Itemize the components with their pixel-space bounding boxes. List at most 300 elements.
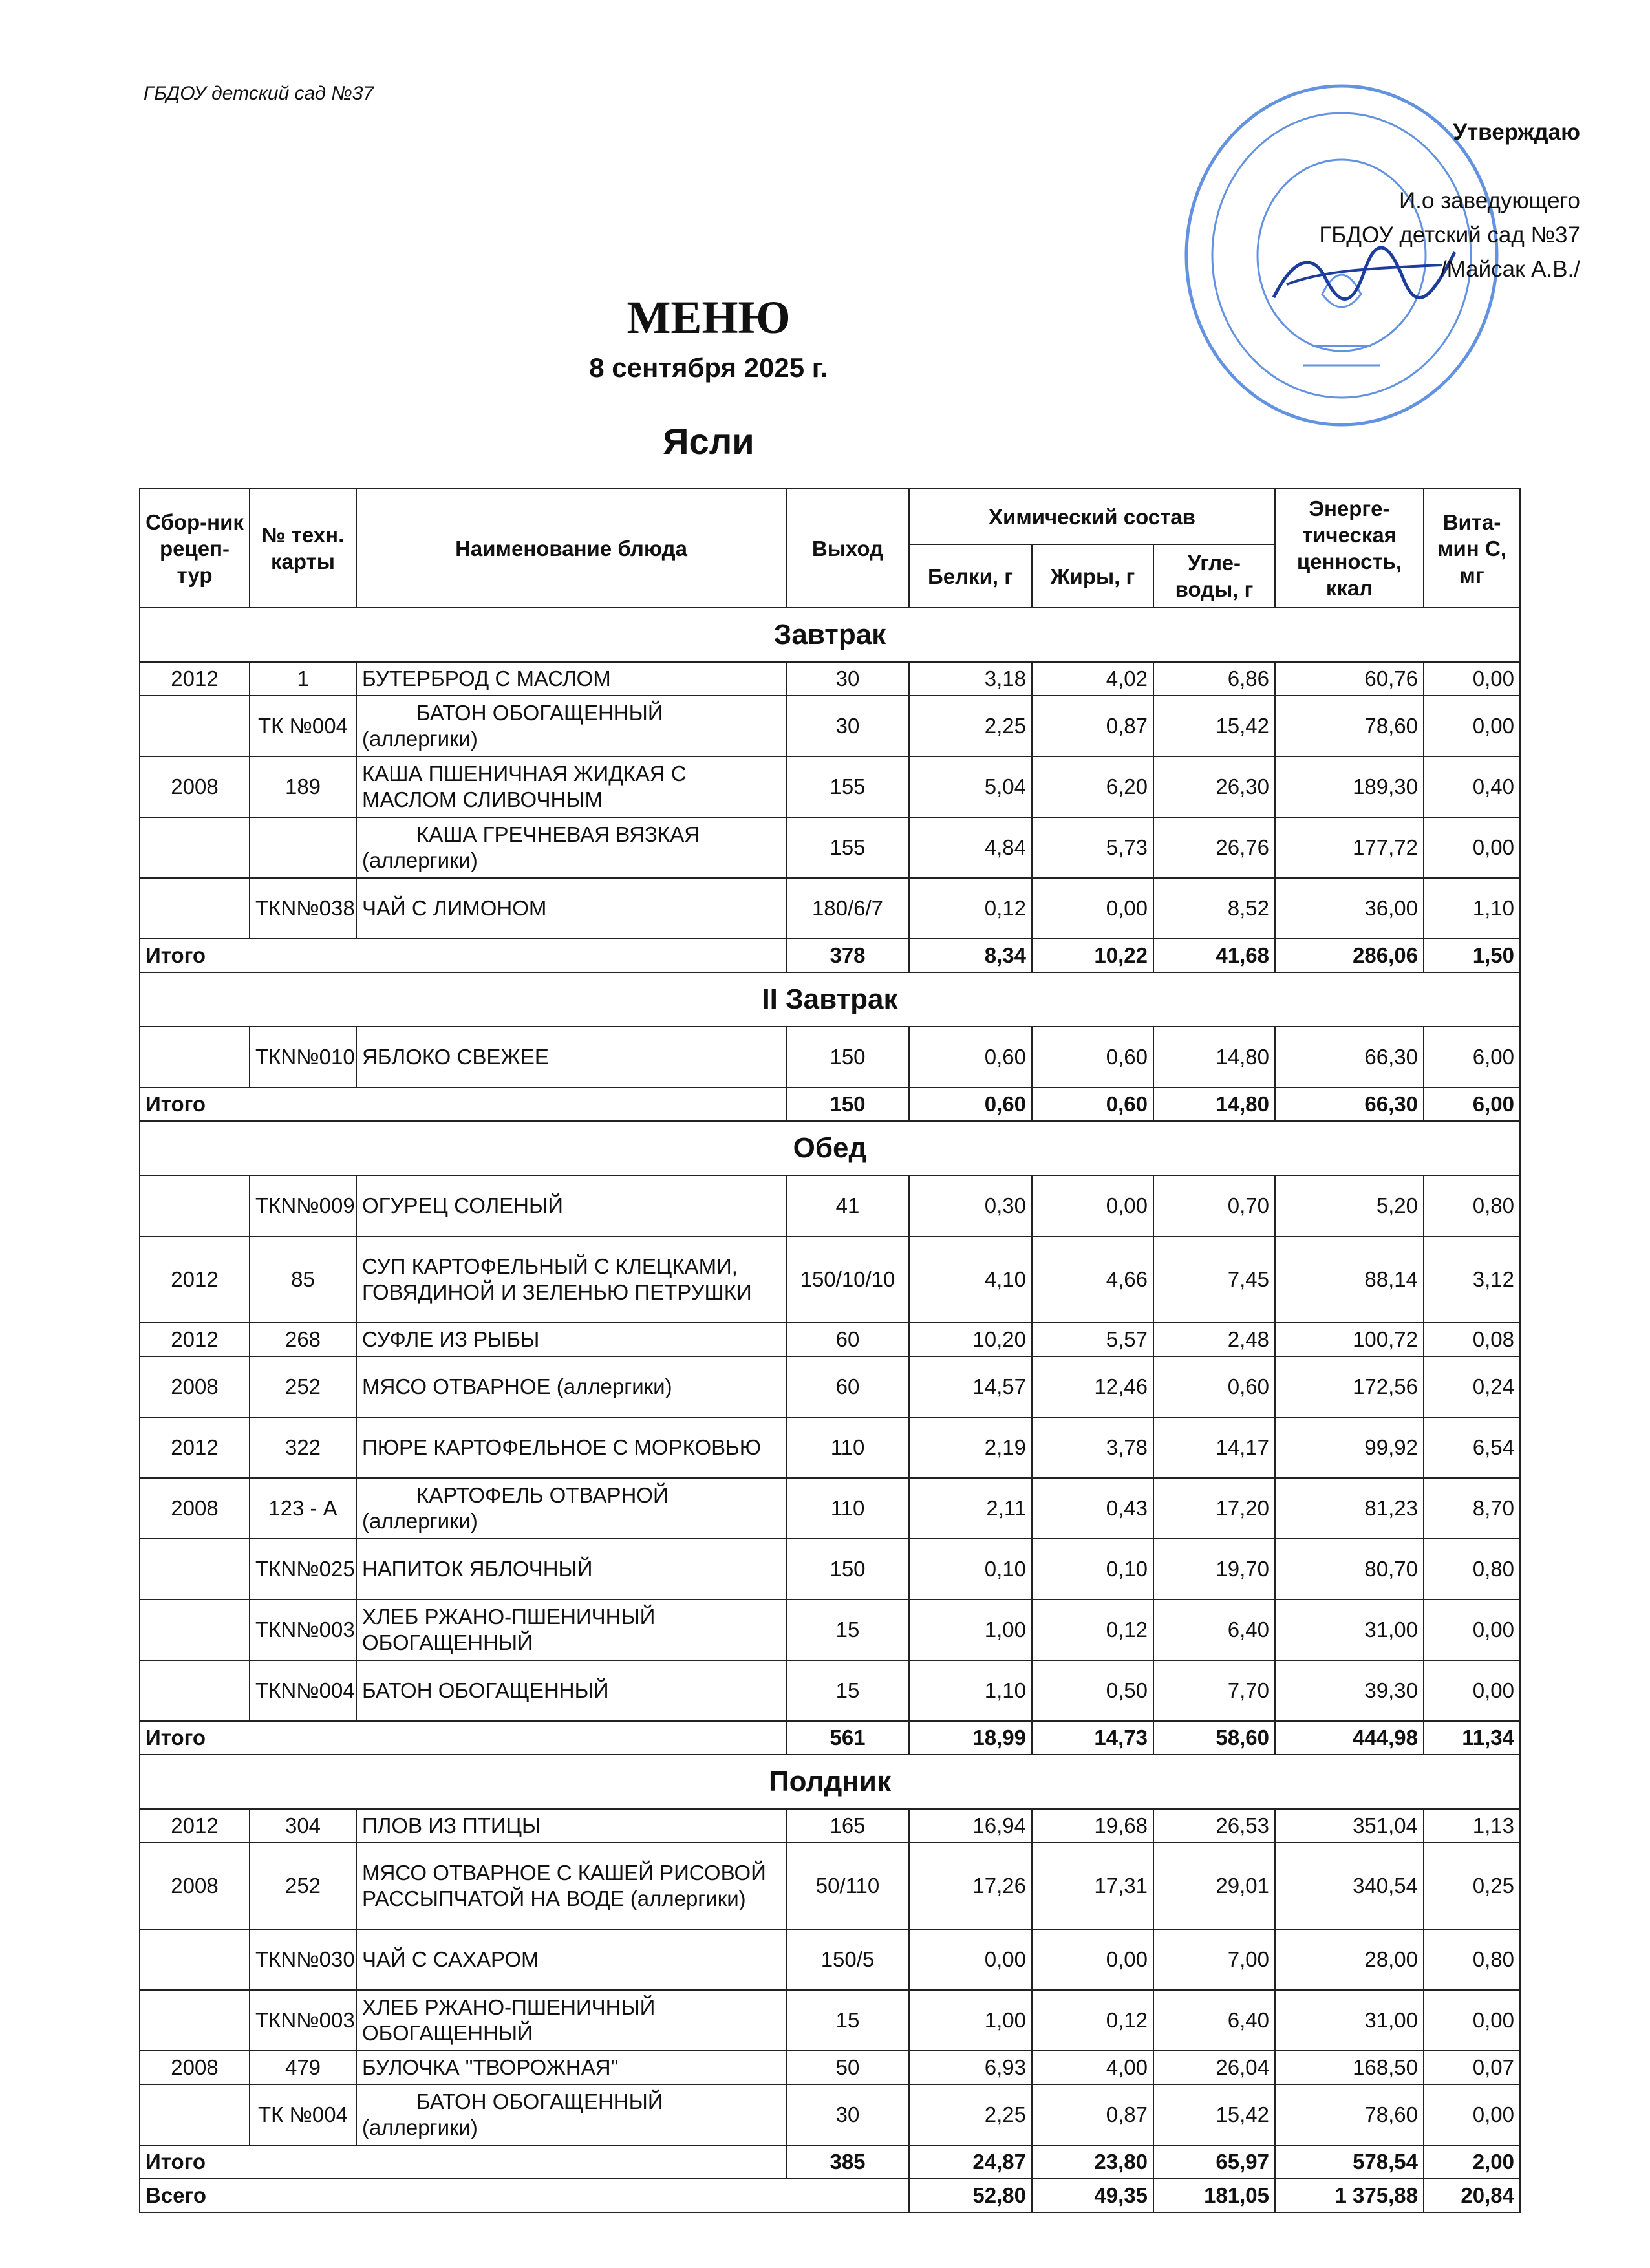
menu-table <box>139 488 1521 2213</box>
collection-cell <box>140 1027 250 1087</box>
carbs-cell: 26,30 <box>1153 756 1275 817</box>
collection-cell: 2008 <box>140 1843 250 1929</box>
protein-cell: 2,11 <box>909 1478 1032 1539</box>
table-row <box>140 1539 1520 1599</box>
table-row <box>140 1027 1520 1087</box>
energy-cell: 351,04 <box>1275 1809 1424 1843</box>
table-row <box>140 2051 1520 2084</box>
protein-cell: 0,12 <box>909 878 1032 939</box>
section-header <box>140 608 1520 662</box>
grand-total-label: Всего <box>140 2179 909 2212</box>
grand-total-protein: 52,80 <box>909 2179 1032 2212</box>
dish-name: ОГУРЕЦ СОЛЕНЫЙ <box>362 1193 563 1217</box>
portion-cell: 60 <box>786 1323 909 1356</box>
dish-name-cell <box>356 2084 786 2145</box>
energy-cell: 100,72 <box>1275 1323 1424 1356</box>
energy-cell: 99,92 <box>1275 1417 1424 1478</box>
section-header <box>140 1755 1520 1809</box>
total-energy: 578,54 <box>1275 2145 1424 2179</box>
protein-cell: 1,00 <box>909 1990 1032 2051</box>
approval-block <box>1319 115 1580 286</box>
dish-name: НАПИТОК ЯБЛОЧНЫЙ <box>362 1557 593 1581</box>
collection-cell: 2012 <box>140 1323 250 1356</box>
collection-cell: 2012 <box>140 1809 250 1843</box>
vitamin-cell: 3,12 <box>1424 1236 1520 1323</box>
menu-body <box>140 608 1520 2212</box>
tech-card-cell: 189 <box>250 756 356 817</box>
protein-cell: 4,84 <box>909 817 1032 878</box>
fat-cell: 0,00 <box>1032 1929 1153 1990</box>
table-row <box>140 662 1520 696</box>
dish-name-cell <box>356 1417 786 1478</box>
header-carbs: Угле-воды, г <box>1153 544 1275 608</box>
approval-person: /Майсак А.В./ <box>1440 257 1580 282</box>
dish-name-cell <box>356 662 786 696</box>
dish-name-cell <box>356 1323 786 1356</box>
dish-name: ЧАЙ С САХАРОМ <box>362 1947 539 1971</box>
table-row <box>140 1929 1520 1990</box>
total-label: Итого <box>140 2145 786 2179</box>
tech-card-cell: ТК №004 <box>250 2084 356 2145</box>
total-vitamin: 2,00 <box>1424 2145 1520 2179</box>
tech-card-cell: 322 <box>250 1417 356 1478</box>
protein-cell: 2,25 <box>909 696 1032 756</box>
dish-name-cell <box>356 756 786 817</box>
table-row <box>140 2084 1520 2145</box>
fat-cell: 4,66 <box>1032 1236 1153 1323</box>
vitamin-cell: 1,13 <box>1424 1809 1520 1843</box>
table-row <box>140 1809 1520 1843</box>
collection-cell: 2008 <box>140 2051 250 2084</box>
dish-name: КАША ГРЕЧНЕВАЯ ВЯЗКАЯ <box>416 822 700 846</box>
grand-total-energy: 1 375,88 <box>1275 2179 1424 2212</box>
tech-card-cell: 479 <box>250 2051 356 2084</box>
portion-cell: 30 <box>786 662 909 696</box>
protein-cell: 16,94 <box>909 1809 1032 1843</box>
header-portion: Выход <box>786 489 909 608</box>
fat-cell: 6,20 <box>1032 756 1153 817</box>
menu-date: 8 сентября 2025 г. <box>589 352 828 383</box>
section-title: II Завтрак <box>140 972 1520 1027</box>
dish-name: СУФЛЕ ИЗ РЫБЫ <box>362 1327 540 1351</box>
dish-name: БАТОН ОБОГАЩЕННЫЙ <box>362 1678 609 1702</box>
total-portion: 385 <box>786 2145 909 2179</box>
carbs-cell: 0,70 <box>1153 1175 1275 1236</box>
dish-name: МЯСО ОТВАРНОЕ С КАШЕЙ РИСОВОЙ РАССЫПЧАТОЙ НА ВОДЕ (аллергики) <box>362 1861 766 1910</box>
carbs-cell: 14,17 <box>1153 1417 1275 1478</box>
header-collection: Сбор-ник рецеп-тур <box>140 489 250 608</box>
fat-cell: 17,31 <box>1032 1843 1153 1929</box>
carbs-cell: 14,80 <box>1153 1027 1275 1087</box>
portion-cell: 60 <box>786 1356 909 1417</box>
energy-cell: 28,00 <box>1275 1929 1424 1990</box>
portion-cell: 155 <box>786 756 909 817</box>
dish-name: ЯБЛОКО СВЕЖЕЕ <box>362 1045 549 1069</box>
total-portion: 150 <box>786 1087 909 1121</box>
vitamin-cell: 0,00 <box>1424 696 1520 756</box>
table-row <box>140 1990 1520 2051</box>
header-chem: Химический состав <box>909 489 1275 544</box>
table-row <box>140 1599 1520 1660</box>
collection-cell: 2008 <box>140 756 250 817</box>
fat-cell: 0,43 <box>1032 1478 1153 1539</box>
tech-card-cell: ТКN№003 <box>250 1599 356 1660</box>
dish-name: КАША ПШЕНИЧНАЯ ЖИДКАЯ С МАСЛОМ СЛИВОЧНЫМ <box>362 762 687 811</box>
portion-cell: 110 <box>786 1417 909 1478</box>
section-title: Обед <box>140 1121 1520 1175</box>
table-row <box>140 756 1520 817</box>
carbs-cell: 26,76 <box>1153 817 1275 878</box>
protein-cell: 0,10 <box>909 1539 1032 1599</box>
tech-card-cell: ТКN№010 <box>250 1027 356 1087</box>
tech-card-cell: ТК №004 <box>250 696 356 756</box>
vitamin-cell: 6,54 <box>1424 1417 1520 1478</box>
dish-name: СУП КАРТОФЕЛЬНЫЙ С КЛЕЦКАМИ, ГОВЯДИНОЙ И ЗЕЛЕНЬЮ ПЕТРУШКИ <box>362 1254 752 1304</box>
table-row <box>140 1356 1520 1417</box>
total-label: Итого <box>140 1087 786 1121</box>
dish-note: (аллергики) <box>362 727 478 751</box>
portion-cell: 180/6/7 <box>786 878 909 939</box>
carbs-cell: 15,42 <box>1153 2084 1275 2145</box>
table-row <box>140 1843 1520 1929</box>
portion-cell: 155 <box>786 817 909 878</box>
vitamin-cell: 0,00 <box>1424 2084 1520 2145</box>
carbs-cell: 19,70 <box>1153 1539 1275 1599</box>
vitamin-cell: 0,00 <box>1424 1660 1520 1721</box>
total-portion: 378 <box>786 939 909 972</box>
header-dish-name: Наименование блюда <box>356 489 786 608</box>
protein-cell: 0,00 <box>909 1929 1032 1990</box>
fat-cell: 4,00 <box>1032 2051 1153 2084</box>
dish-name-cell <box>356 1539 786 1599</box>
group-name: Ясли <box>663 421 755 462</box>
fat-cell: 0,12 <box>1032 1599 1153 1660</box>
carbs-cell: 6,86 <box>1153 662 1275 696</box>
dish-name-cell <box>356 1356 786 1417</box>
grand-total-vitamin: 20,84 <box>1424 2179 1520 2212</box>
portion-cell: 150/10/10 <box>786 1236 909 1323</box>
header-tech-card: № техн. карты <box>250 489 356 608</box>
dish-name-cell <box>356 1027 786 1087</box>
energy-cell: 189,30 <box>1275 756 1424 817</box>
protein-cell: 3,18 <box>909 662 1032 696</box>
collection-cell <box>140 878 250 939</box>
dish-name-cell <box>356 1599 786 1660</box>
tech-card-cell: 252 <box>250 1356 356 1417</box>
carbs-cell: 7,00 <box>1153 1929 1275 1990</box>
dish-name-cell <box>356 817 786 878</box>
collection-cell: 2012 <box>140 1236 250 1323</box>
grand-total-fat: 49,35 <box>1032 2179 1153 2212</box>
vitamin-cell: 0,80 <box>1424 1929 1520 1990</box>
dish-name: КАРТОФЕЛЬ ОТВАРНОЙ <box>416 1483 669 1507</box>
vitamin-cell: 0,07 <box>1424 2051 1520 2084</box>
protein-cell: 6,93 <box>909 2051 1032 2084</box>
protein-cell: 0,60 <box>909 1027 1032 1087</box>
total-fat: 14,73 <box>1032 1721 1153 1755</box>
total-energy: 444,98 <box>1275 1721 1424 1755</box>
tech-card-cell: 304 <box>250 1809 356 1843</box>
total-label: Итого <box>140 1721 786 1755</box>
total-row <box>140 2145 1520 2179</box>
dish-name-cell <box>356 1236 786 1323</box>
protein-cell: 5,04 <box>909 756 1032 817</box>
tech-card-cell: ТКN№003 <box>250 1990 356 2051</box>
fat-cell: 12,46 <box>1032 1356 1153 1417</box>
section-header <box>140 1121 1520 1175</box>
energy-cell: 340,54 <box>1275 1843 1424 1929</box>
total-protein: 8,34 <box>909 939 1032 972</box>
collection-cell <box>140 1990 250 2051</box>
tech-card-cell: 123 - А <box>250 1478 356 1539</box>
dish-name-cell <box>356 696 786 756</box>
dish-name: ХЛЕБ РЖАНО-ПШЕНИЧНЫЙ ОБОГАЩЕННЫЙ <box>362 1605 656 1654</box>
fat-cell: 3,78 <box>1032 1417 1153 1478</box>
total-carbs: 58,60 <box>1153 1721 1275 1755</box>
total-portion: 561 <box>786 1721 909 1755</box>
header-protein: Белки, г <box>909 544 1032 608</box>
dish-name-cell <box>356 1990 786 2051</box>
collection-cell: 2008 <box>140 1478 250 1539</box>
total-carbs: 65,97 <box>1153 2145 1275 2179</box>
fat-cell: 0,60 <box>1032 1027 1153 1087</box>
energy-cell: 78,60 <box>1275 696 1424 756</box>
dish-note: (аллергики) <box>362 2115 478 2139</box>
total-label: Итого <box>140 939 786 972</box>
vitamin-cell: 0,80 <box>1424 1539 1520 1599</box>
dish-name: БАТОН ОБОГАЩЕННЫЙ <box>416 2090 663 2113</box>
total-row <box>140 1087 1520 1121</box>
portion-cell: 150 <box>786 1539 909 1599</box>
fat-cell: 0,50 <box>1032 1660 1153 1721</box>
tech-card-cell: ТКN№009 <box>250 1175 356 1236</box>
dish-name: ПЮРЕ КАРТОФЕЛЬНОЕ С МОРКОВЬЮ <box>362 1435 762 1459</box>
carbs-cell: 7,70 <box>1153 1660 1275 1721</box>
tech-card-cell: 85 <box>250 1236 356 1323</box>
collection-cell <box>140 1660 250 1721</box>
portion-cell: 110 <box>786 1478 909 1539</box>
total-energy: 66,30 <box>1275 1087 1424 1121</box>
tech-card-cell: ТКN№025 <box>250 1539 356 1599</box>
carbs-cell: 15,42 <box>1153 696 1275 756</box>
section-title: Завтрак <box>140 608 1520 662</box>
fat-cell: 0,87 <box>1032 2084 1153 2145</box>
total-fat: 23,80 <box>1032 2145 1153 2179</box>
energy-cell: 88,14 <box>1275 1236 1424 1323</box>
fat-cell: 4,02 <box>1032 662 1153 696</box>
collection-cell <box>140 2084 250 2145</box>
collection-cell <box>140 817 250 878</box>
dish-name-cell <box>356 1809 786 1843</box>
dish-name: БАТОН ОБОГАЩЕННЫЙ <box>416 701 663 725</box>
energy-cell: 60,76 <box>1275 662 1424 696</box>
table-row <box>140 817 1520 878</box>
vitamin-cell: 6,00 <box>1424 1027 1520 1087</box>
energy-cell: 81,23 <box>1275 1478 1424 1539</box>
dish-name-cell <box>356 1929 786 1990</box>
approval-position: И.о заведующего <box>1399 188 1580 213</box>
fat-cell: 0,12 <box>1032 1990 1153 2051</box>
grand-total-carbs: 181,05 <box>1153 2179 1275 2212</box>
collection-cell <box>140 1599 250 1660</box>
carbs-cell: 26,53 <box>1153 1809 1275 1843</box>
dish-name-cell <box>356 2051 786 2084</box>
carbs-cell: 26,04 <box>1153 2051 1275 2084</box>
collection-cell <box>140 696 250 756</box>
collection-cell: 2012 <box>140 1417 250 1478</box>
tech-card-cell: ТКN№030 <box>250 1929 356 1990</box>
fat-cell: 0,00 <box>1032 1175 1153 1236</box>
dish-name: БУТЕРБРОД С МАСЛОМ <box>362 667 611 690</box>
tech-card-cell: ТКN№004 <box>250 1660 356 1721</box>
dish-name-cell <box>356 878 786 939</box>
portion-cell: 150 <box>786 1027 909 1087</box>
portion-cell: 50 <box>786 2051 909 2084</box>
dish-name: ПЛОВ ИЗ ПТИЦЫ <box>362 1813 541 1837</box>
energy-cell: 177,72 <box>1275 817 1424 878</box>
collection-cell <box>140 1929 250 1990</box>
carbs-cell: 7,45 <box>1153 1236 1275 1323</box>
vitamin-cell: 0,24 <box>1424 1356 1520 1417</box>
vitamin-cell: 0,40 <box>1424 756 1520 817</box>
protein-cell: 0,30 <box>909 1175 1032 1236</box>
portion-cell: 15 <box>786 1990 909 2051</box>
vitamin-cell: 0,80 <box>1424 1175 1520 1236</box>
dish-note: (аллергики) <box>362 1509 478 1533</box>
collection-cell <box>140 1539 250 1599</box>
total-protein: 0,60 <box>909 1087 1032 1121</box>
protein-cell: 1,00 <box>909 1599 1032 1660</box>
tech-card-cell: ТКN№038 <box>250 878 356 939</box>
total-fat: 10,22 <box>1032 939 1153 972</box>
dish-name: ЧАЙ С ЛИМОНОМ <box>362 896 547 920</box>
total-row <box>140 1721 1520 1755</box>
carbs-cell: 6,40 <box>1153 1990 1275 2051</box>
total-vitamin: 6,00 <box>1424 1087 1520 1121</box>
dish-name-cell <box>356 1478 786 1539</box>
header-vitamin: Вита-мин С, мг <box>1424 489 1520 608</box>
protein-cell: 2,19 <box>909 1417 1032 1478</box>
fat-cell: 0,10 <box>1032 1539 1153 1599</box>
page-title: МЕНЮ <box>627 292 791 343</box>
vitamin-cell: 0,25 <box>1424 1843 1520 1929</box>
table-row <box>140 1417 1520 1478</box>
dish-name: ХЛЕБ РЖАНО-ПШЕНИЧНЫЙ ОБОГАЩЕННЫЙ <box>362 1995 656 2045</box>
dish-name-cell <box>356 1660 786 1721</box>
protein-cell: 14,57 <box>909 1356 1032 1417</box>
tech-card-cell: 252 <box>250 1843 356 1929</box>
dish-name-cell <box>356 1843 786 1929</box>
protein-cell: 4,10 <box>909 1236 1032 1323</box>
vitamin-cell: 0,00 <box>1424 1599 1520 1660</box>
portion-cell: 165 <box>786 1809 909 1843</box>
collection-cell <box>140 1175 250 1236</box>
carbs-cell: 2,48 <box>1153 1323 1275 1356</box>
energy-cell: 39,30 <box>1275 1660 1424 1721</box>
carbs-cell: 29,01 <box>1153 1843 1275 1929</box>
portion-cell: 150/5 <box>786 1929 909 1990</box>
protein-cell: 1,10 <box>909 1660 1032 1721</box>
vitamin-cell: 0,00 <box>1424 1990 1520 2051</box>
dish-name: БУЛОЧКА "ТВОРОЖНАЯ" <box>362 2055 619 2079</box>
total-carbs: 14,80 <box>1153 1087 1275 1121</box>
table-row <box>140 878 1520 939</box>
fat-cell: 19,68 <box>1032 1809 1153 1843</box>
portion-cell: 15 <box>786 1599 909 1660</box>
dish-note: (аллергики) <box>362 848 478 872</box>
total-protein: 24,87 <box>909 2145 1032 2179</box>
vitamin-cell: 0,08 <box>1424 1323 1520 1356</box>
approval-head: Утверждаю <box>1453 120 1580 145</box>
table-row <box>140 1236 1520 1323</box>
dish-name-cell <box>356 1175 786 1236</box>
protein-cell: 17,26 <box>909 1843 1032 1929</box>
vitamin-cell: 0,00 <box>1424 662 1520 696</box>
protein-cell: 2,25 <box>909 2084 1032 2145</box>
energy-cell: 66,30 <box>1275 1027 1424 1087</box>
protein-cell: 10,20 <box>909 1323 1032 1356</box>
portion-cell: 15 <box>786 1660 909 1721</box>
table-row <box>140 1175 1520 1236</box>
grand-total-row <box>140 2179 1520 2212</box>
vitamin-cell: 8,70 <box>1424 1478 1520 1539</box>
section-title: Полдник <box>140 1755 1520 1809</box>
table-row <box>140 696 1520 756</box>
energy-cell: 31,00 <box>1275 1599 1424 1660</box>
table-row <box>140 1660 1520 1721</box>
fat-cell: 0,87 <box>1032 696 1153 756</box>
portion-cell: 50/110 <box>786 1843 909 1929</box>
table-row <box>140 1323 1520 1356</box>
energy-cell: 36,00 <box>1275 878 1424 939</box>
organization-name: ГБДОУ детский сад №37 <box>144 83 374 104</box>
total-energy: 286,06 <box>1275 939 1424 972</box>
tech-card-cell <box>250 817 356 878</box>
table-row <box>140 1478 1520 1539</box>
tech-card-cell: 268 <box>250 1323 356 1356</box>
fat-cell: 5,73 <box>1032 817 1153 878</box>
portion-cell: 30 <box>786 696 909 756</box>
vitamin-cell: 1,10 <box>1424 878 1520 939</box>
total-vitamin: 11,34 <box>1424 1721 1520 1755</box>
energy-cell: 5,20 <box>1275 1175 1424 1236</box>
energy-cell: 168,50 <box>1275 2051 1424 2084</box>
fat-cell: 5,57 <box>1032 1323 1153 1356</box>
total-carbs: 41,68 <box>1153 939 1275 972</box>
header-energy: Энерге-тическая ценность, ккал <box>1275 489 1424 608</box>
total-row <box>140 939 1520 972</box>
vitamin-cell: 0,00 <box>1424 817 1520 878</box>
carbs-cell: 6,40 <box>1153 1599 1275 1660</box>
collection-cell: 2008 <box>140 1356 250 1417</box>
approval-org: ГБДОУ детский сад №37 <box>1319 222 1580 248</box>
collection-cell: 2012 <box>140 662 250 696</box>
energy-cell: 172,56 <box>1275 1356 1424 1417</box>
energy-cell: 31,00 <box>1275 1990 1424 2051</box>
portion-cell: 41 <box>786 1175 909 1236</box>
section-header <box>140 972 1520 1027</box>
energy-cell: 80,70 <box>1275 1539 1424 1599</box>
total-protein: 18,99 <box>909 1721 1032 1755</box>
carbs-cell: 0,60 <box>1153 1356 1275 1417</box>
tech-card-cell: 1 <box>250 662 356 696</box>
header-fat: Жиры, г <box>1032 544 1153 608</box>
total-vitamin: 1,50 <box>1424 939 1520 972</box>
energy-cell: 78,60 <box>1275 2084 1424 2145</box>
dish-name: МЯСО ОТВАРНОЕ (аллергики) <box>362 1375 672 1398</box>
portion-cell: 30 <box>786 2084 909 2145</box>
fat-cell: 0,00 <box>1032 878 1153 939</box>
